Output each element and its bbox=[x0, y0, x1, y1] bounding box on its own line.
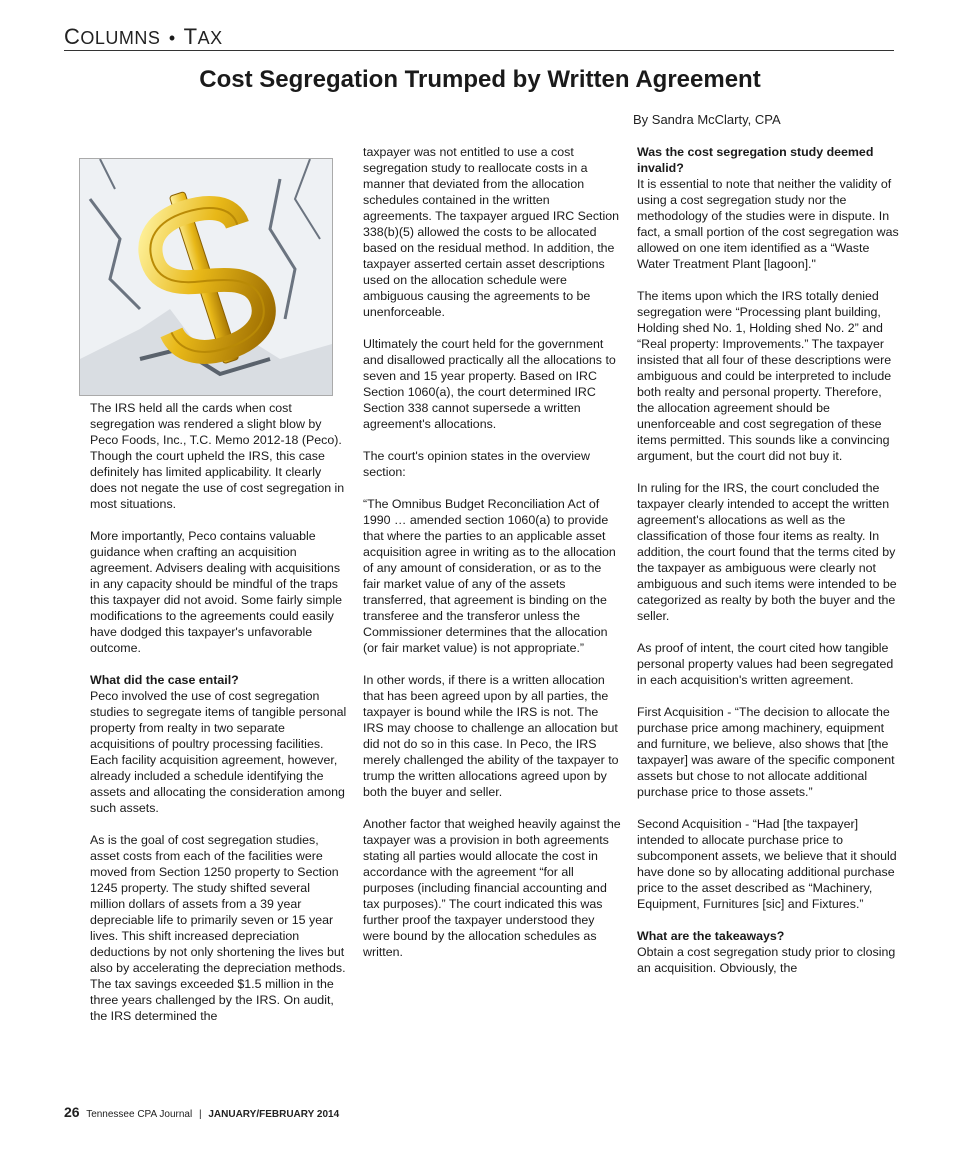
article-column-3 bbox=[637, 144, 899, 992]
subheading: Was the cost segregation study deemed invalid? bbox=[637, 145, 874, 175]
paragraph: The court's opinion states in the overview section: bbox=[363, 449, 590, 479]
subheading: What did the case entail? bbox=[90, 673, 239, 687]
section-label: COLUMNS bbox=[64, 24, 161, 49]
paragraph: Second Acquisition - “Had [the taxpayer] intended to allocate purchase price to subcomponent assets, we believe that it should have done so by allocating additional purchase price to the asset described as “Machinery, Equipment, Furnitures [sic] and Fixtures.” bbox=[637, 817, 897, 911]
article-title: Cost Segregation Trumped by Written Agreement bbox=[199, 66, 761, 93]
article-byline: By Sandra McClarty, CPA bbox=[633, 112, 781, 127]
subheading: What are the takeaways? bbox=[637, 929, 785, 943]
dollar-sign-image bbox=[79, 158, 333, 396]
article-column-2 bbox=[363, 144, 621, 976]
paragraph: The items upon which the IRS totally denied segregation were “Processing plant building, Holding shed No. 1, Holding shed No. 2” and “Real property: Improvements.” The taxpayer insisted that all four of these descriptions were ambiguous and could be interpreted to include both realty and personal property. Therefore, the allocation agreement should be unenforceable and cost segregation of these items permitted. This sounds like a convincing argument, but the court did not buy it. bbox=[637, 289, 892, 463]
section-topic: TAX bbox=[183, 24, 223, 49]
footer-separator: | bbox=[198, 1109, 202, 1120]
paragraph: Peco involved the use of cost segregation studies to segregate items of tangible personal property from realty in two separate acquisitions of poultry processing facilities. Each facility acquisition agreement, however, already included a schedule identifying the assets and allocating the consideration among such assets. bbox=[90, 689, 347, 815]
paragraph: As is the goal of cost segregation studies, asset costs from each of the facilities were moved from Section 1250 property to Section 1245 property. The study shifted several million dollars of assets from a 39 year depreciable life to primarily seven or 15 year lives. This shift increased depreciation deductions by not only shortening the lives but also by accelerating the depreciation methods. The tax savings exceeded $1.5 million in the three years challenged by the IRS. On audit, the IRS determined the bbox=[90, 833, 346, 1023]
paragraph: As proof of intent, the court cited how tangible personal property values had been segregated in each acquisition's written agreement. bbox=[637, 641, 894, 687]
paragraph: Another factor that weighed heavily against the taxpayer was a provision in both agreements stating all parties would allocate the cost in accordance with the agreement “for all purposes (including financial accounting and tax purposes).” The court indicated this was further proof the taxpayer understood they were bound by the allocation schedules as written. bbox=[363, 817, 621, 959]
paragraph: Obtain a cost segregation study prior to closing an acquisition. Obviously, the bbox=[637, 945, 896, 975]
paragraph: In ruling for the IRS, the court concluded the taxpayer clearly intended to accept the written agreement's allocations as well as the classification of those four items as realty. In addition, the court found that the terms cited by the taxpayer as ambiguous were clearly not ambiguous and such items were intended to be categorized as realty by both the buyer and the seller. bbox=[637, 481, 897, 623]
gold-dollar-icon bbox=[80, 159, 332, 395]
paragraph: Ultimately the court held for the government and disallowed practically all the allocations to seven and 15 year property. Based on IRC Section 1060(a), the court determined IRC Section 338 cannot supersede a written agreement's allocations. bbox=[363, 337, 616, 431]
page-number: 26 bbox=[64, 1104, 80, 1120]
paragraph: In other words, if there is a written allocation that has been agreed upon by all parties, the taxpayer is bound while the IRS is not. The IRS may choose to challenge an allocation but did not do so in this case. In Peco, the IRS merely challenged the ability of the taxpayer to trump the written allocations agreed upon by both the buyer and seller. bbox=[363, 673, 619, 799]
article-column-1 bbox=[90, 400, 348, 1040]
paragraph: taxpayer was not entitled to use a cost segregation study to reallocate costs in a manner that deviated from the allocation schedules contained in the written agreements. The taxpayer argued IRC Section 338(b)(5) allowed the costs to be allocated based on the residual method. In addition, the taxpayer asserted certain asset descriptions used on the allocation schedule were ambiguous causing the agreements to be unenforceable. bbox=[363, 145, 619, 319]
issue-date: JANUARY/FEBRUARY 2014 bbox=[208, 1109, 340, 1120]
section-separator: • bbox=[168, 28, 176, 48]
paragraph: It is essential to note that neither the validity of using a cost segregation study nor the methodology of the studies were in dispute. In fact, a small portion of the cost segregation was allowed on one item identified as a “Waste Water Treatment Plant [lagoon]." bbox=[637, 177, 899, 271]
paragraph: First Acquisition - “The decision to allocate the purchase price among machinery, equipment and furniture, we believe, also shows that [the taxpayer] was aware of the specific component assets but chose to not allocate additional purchase price to those assets.” bbox=[637, 705, 895, 799]
page-footer bbox=[64, 1104, 339, 1120]
paragraph: More importantly, Peco contains valuable guidance when crafting an acquisition agreement. Advisers dealing with acquisitions in any capacity should be mindful of the traps this taxpayer did not avoid. Some fairly simple modifications to the agreements could easily have dodged this taxpayer's unfavorable outcome. bbox=[90, 529, 343, 655]
section-header bbox=[64, 24, 894, 51]
paragraph: The IRS held all the cards when cost segregation was rendered a slight blow by Peco Foods, Inc., T.C. Memo 2012-18 (Peco). Though the court upheld the IRS, this case definitely has limited applicability. It clearly does not negate the use of cost segregation in most situations. bbox=[90, 401, 345, 511]
journal-name: Tennessee CPA Journal bbox=[86, 1109, 193, 1120]
quote-paragraph: “The Omnibus Budget Reconciliation Act of 1990 … amended section 1060(a) to provide that where the parties to an applicable asset acquisition agree in writing as to the allocation of any amount of consideration, or as to the fair market value of any of the assets transferred, that agreement is binding on the transferee and the transferor unless the Commissioner determines that the allocation (or fair market value) is not appropriate.” bbox=[363, 497, 616, 655]
